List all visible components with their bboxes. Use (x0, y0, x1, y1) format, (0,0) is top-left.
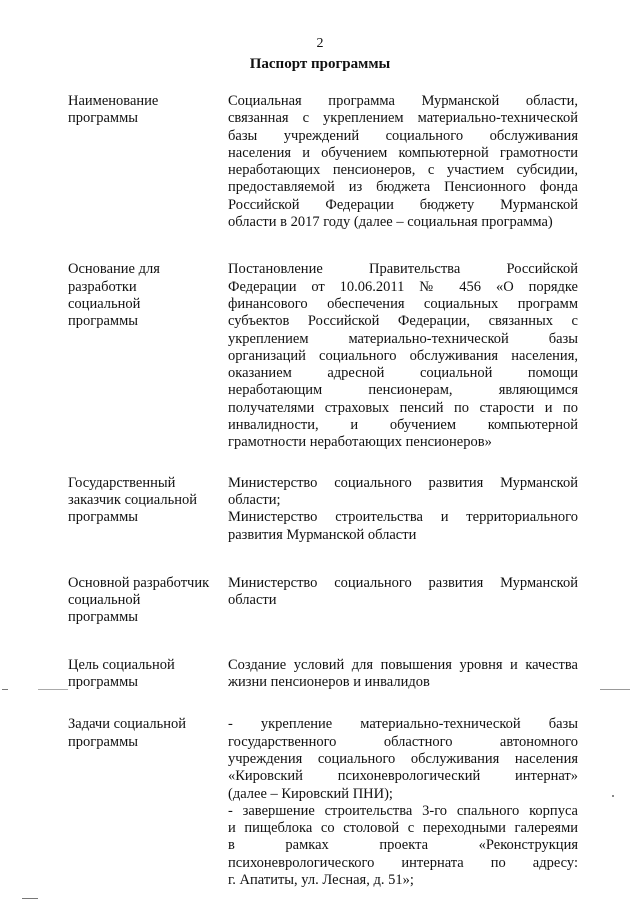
passport-row-customer (68, 475, 578, 544)
value-line: получателями страховых пенсий по старости и по (228, 399, 578, 416)
value-line: укреплением материально-технической базы (228, 330, 578, 347)
label-line: программы (68, 674, 138, 691)
passport-row-tasks (68, 716, 578, 889)
page-number: 2 (316, 36, 324, 51)
value-line: Создание условий для повышения уровня и качества (228, 656, 578, 673)
passport-row-goal (68, 657, 578, 692)
value-line: базы учреждений социального обслуживания (228, 127, 578, 144)
label-line: Наименование (68, 93, 159, 109)
row-value (228, 575, 578, 610)
document-title: Паспорт программы (249, 56, 391, 72)
label-line: заказчик социальной (68, 491, 197, 508)
value-line: субъектов Российской Федерации, связанных с (228, 313, 578, 330)
passport-row-developer (68, 575, 578, 627)
scan-artifact (612, 795, 614, 797)
value-line: предоставляемой из бюджета Пенсионного фонда (228, 179, 578, 196)
label-line: программы (68, 110, 138, 127)
value-line: - укрепление материально-технической базы (228, 716, 578, 733)
value-line: области в 2017 году (далее – социальная программа) (228, 214, 553, 231)
value-line: Постановление Правительства Российской (228, 261, 578, 278)
scan-artifact (38, 689, 68, 690)
scan-artifact (600, 689, 630, 690)
value-line: Федерации от 10.06.2011 № 456 «О порядке (228, 278, 578, 295)
value-line: финансового обеспечения социальных программ (228, 295, 578, 312)
value-line: учреждения социального обслуживания населения (228, 750, 578, 767)
row-value (228, 261, 578, 451)
value-line: психоневрологического интерната по адресу: (228, 854, 578, 871)
value-line: Социальная программа Мурманской области, (228, 93, 578, 109)
label-line: разработки (68, 278, 137, 295)
value-line: грамотности неработающих пенсионеров» (228, 434, 492, 451)
row-label (68, 575, 228, 627)
value-line: Министерство социального развития Мурманской (228, 474, 578, 491)
value-line: области; (228, 491, 281, 508)
label-line: Задачи социальной (68, 716, 186, 733)
label-line: социальной (68, 295, 141, 312)
label-line: Государственный (68, 474, 176, 491)
scan-artifact (2, 689, 8, 690)
passport-row-name (68, 93, 578, 231)
label-line: программы (68, 509, 138, 526)
row-label (68, 93, 228, 128)
value-line: оказанием адресной социальной помощи (228, 365, 578, 382)
scan-artifact (22, 898, 38, 899)
label-line: Основание для (68, 261, 160, 278)
label-line: социальной (68, 592, 141, 609)
value-line: неработающим пенсионерам, являющимся (228, 382, 578, 399)
value-line: инвалидности, и обучением компьютерной (228, 417, 578, 434)
label-line: Основной разработчик (68, 574, 210, 591)
row-label (68, 475, 228, 527)
value-line: Министерство социального развития Мурманской (228, 574, 578, 591)
value-line: Министерство строительства и территориального (228, 509, 578, 526)
label-line: программы (68, 609, 138, 626)
row-value (228, 716, 578, 889)
value-line: жизни пенсионеров и инвалидов (228, 674, 430, 691)
value-line: «Кировский психоневрологический интернат» (228, 768, 578, 785)
value-line: неработающих пенсионеров, с участием субсидии, (228, 162, 578, 179)
row-value (228, 93, 578, 231)
row-value (228, 657, 578, 692)
value-line: организаций социального обслуживания населения, (228, 347, 578, 364)
label-line: программы (68, 313, 138, 330)
value-line: Российской Федерации бюджету Мурманской (228, 196, 578, 213)
passport-row-basis (68, 261, 578, 451)
label-line: Цель социальной (68, 656, 175, 673)
row-value (228, 475, 578, 544)
value-line: связанная с укреплением материально-технической (228, 110, 578, 127)
value-line: населения и обучением компьютерной грамотности (228, 144, 578, 161)
label-line: программы (68, 733, 138, 750)
value-line: (далее – Кировский ПНИ); (228, 785, 393, 802)
value-line: государственного областного автономного (228, 733, 578, 750)
value-line: развития Мурманской области (228, 526, 417, 543)
value-line: и пищеблока со столовой с переходными галереями (228, 820, 578, 837)
value-line: области (228, 592, 277, 609)
row-label (68, 657, 228, 692)
value-line: в рамках проекта «Реконструкция (228, 837, 578, 854)
row-label (68, 261, 228, 330)
value-line: г. Апатиты, ул. Лесная, д. 51»; (228, 871, 414, 888)
row-label (68, 716, 228, 751)
value-line: - завершение строительства 3-го спального корпуса (228, 802, 578, 819)
passport-table (68, 93, 578, 889)
